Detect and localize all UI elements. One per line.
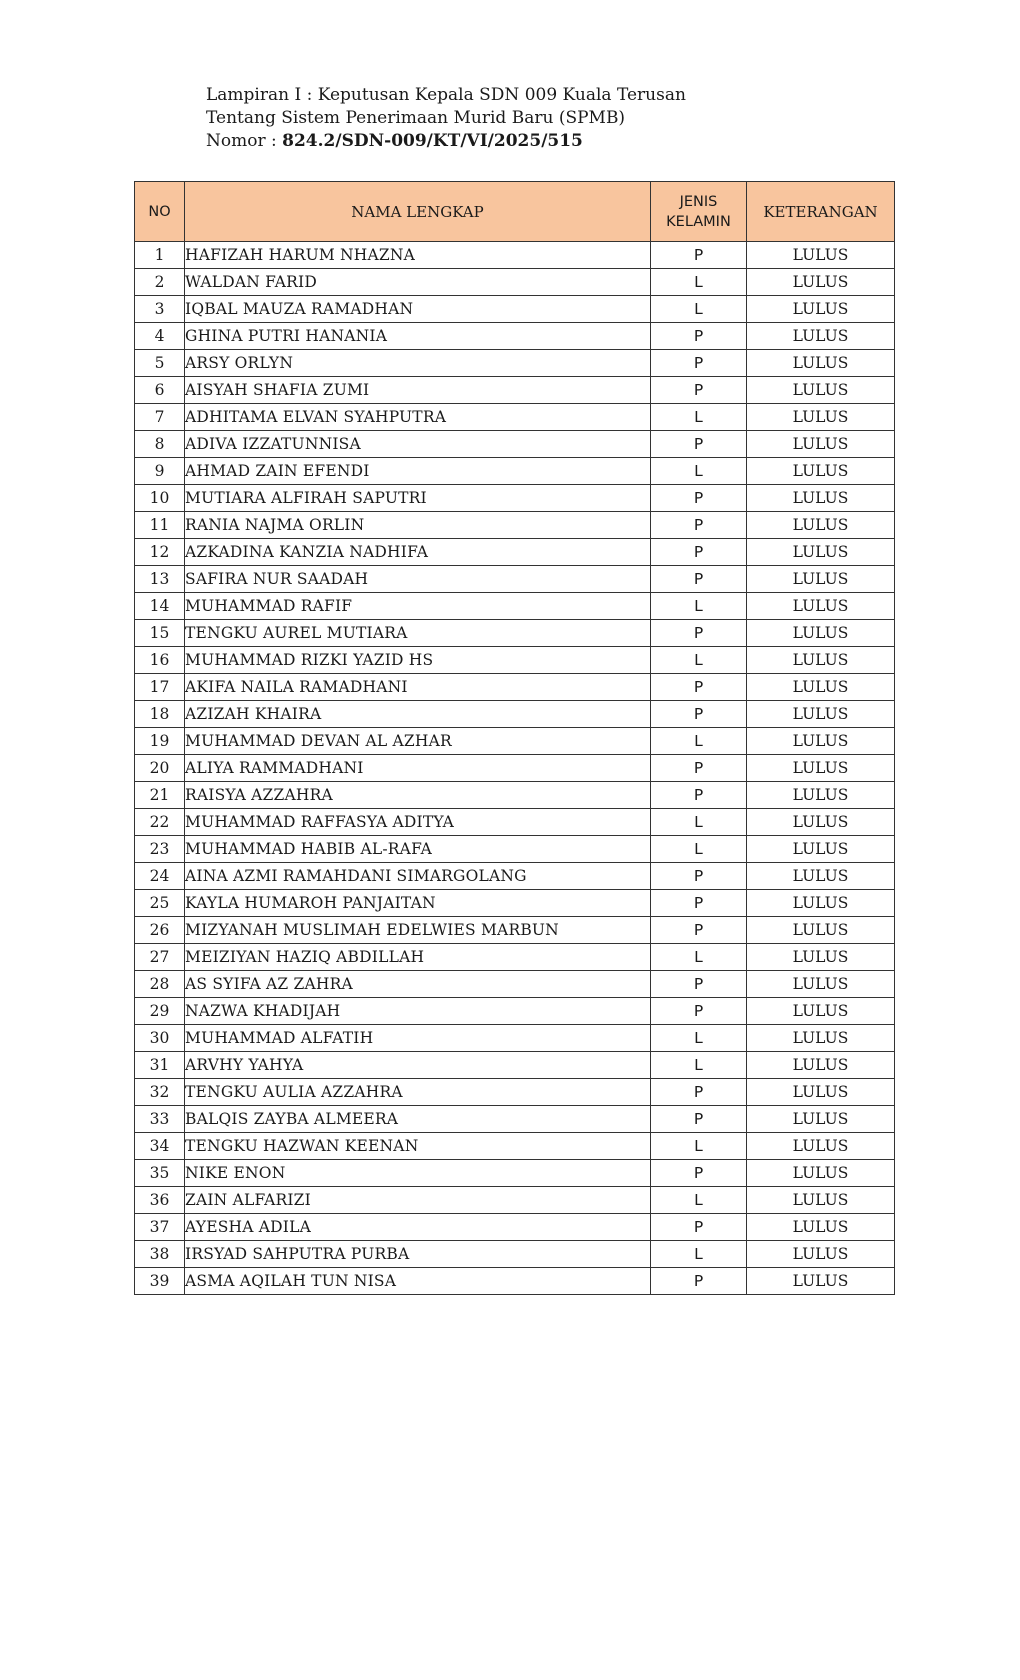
row-number: 33 xyxy=(135,1106,185,1133)
student-name: ALIYA RAMMADHANI xyxy=(185,755,651,782)
gender-code: L xyxy=(651,269,747,296)
status-keterangan: LULUS xyxy=(747,1214,895,1241)
student-name: MIZYANAH MUSLIMAH EDELWIES MARBUN xyxy=(185,917,651,944)
student-name: WALDAN FARID xyxy=(185,269,651,296)
row-number: 7 xyxy=(135,404,185,431)
status-keterangan: LULUS xyxy=(747,539,895,566)
status-keterangan: LULUS xyxy=(747,917,895,944)
status-keterangan: LULUS xyxy=(747,1160,895,1187)
status-keterangan: LULUS xyxy=(747,1079,895,1106)
column-header-jenis-kelamin xyxy=(651,182,747,242)
gender-code: P xyxy=(651,863,747,890)
student-name: TENGKU AUREL MUTIARA xyxy=(185,620,651,647)
student-name: AYESHA ADILA xyxy=(185,1214,651,1241)
student-name: MUHAMMAD RAFIF xyxy=(185,593,651,620)
gender-code: L xyxy=(651,404,747,431)
row-number: 2 xyxy=(135,269,185,296)
table-row xyxy=(135,782,895,809)
row-number: 24 xyxy=(135,863,185,890)
table-row xyxy=(135,1160,895,1187)
status-keterangan: LULUS xyxy=(747,890,895,917)
table-row xyxy=(135,404,895,431)
gender-code: L xyxy=(651,296,747,323)
table-row xyxy=(135,1079,895,1106)
gender-code: P xyxy=(651,377,747,404)
table-row xyxy=(135,890,895,917)
gender-code: P xyxy=(651,431,747,458)
row-number: 26 xyxy=(135,917,185,944)
student-name: SAFIRA NUR SAADAH xyxy=(185,566,651,593)
student-name: GHINA PUTRI HANANIA xyxy=(185,323,651,350)
status-keterangan: LULUS xyxy=(747,836,895,863)
status-keterangan: LULUS xyxy=(747,242,895,269)
status-keterangan: LULUS xyxy=(747,701,895,728)
gender-code: L xyxy=(651,944,747,971)
gender-code: L xyxy=(651,1241,747,1268)
gender-code: P xyxy=(651,1079,747,1106)
student-name: ADIVA IZZATUNNISA xyxy=(185,431,651,458)
table-row xyxy=(135,512,895,539)
status-keterangan: LULUS xyxy=(747,1187,895,1214)
header-line-tentang: Tentang Sistem Penerimaan Murid Baru (SPMB) xyxy=(206,108,626,128)
row-number: 36 xyxy=(135,1187,185,1214)
row-number: 12 xyxy=(135,539,185,566)
status-keterangan: LULUS xyxy=(747,1241,895,1268)
student-name: RAISYA AZZAHRA xyxy=(185,782,651,809)
table-row xyxy=(135,944,895,971)
student-name: AS SYIFA AZ ZAHRA xyxy=(185,971,651,998)
student-name: IRSYAD SAHPUTRA PURBA xyxy=(185,1241,651,1268)
student-name: MUHAMMAD RAFFASYA ADITYA xyxy=(185,809,651,836)
gender-code: P xyxy=(651,755,747,782)
status-keterangan: LULUS xyxy=(747,1133,895,1160)
table-row xyxy=(135,350,895,377)
gender-code: L xyxy=(651,1052,747,1079)
table-row xyxy=(135,1214,895,1241)
row-number: 15 xyxy=(135,620,185,647)
table-body xyxy=(135,242,895,1295)
table-row xyxy=(135,1106,895,1133)
row-number: 4 xyxy=(135,323,185,350)
student-name: AHMAD ZAIN EFENDI xyxy=(185,458,651,485)
gender-code: P xyxy=(651,701,747,728)
gender-code: P xyxy=(651,971,747,998)
gender-code: L xyxy=(651,728,747,755)
gender-code: P xyxy=(651,620,747,647)
column-header-nama-lengkap: NAMA LENGKAP xyxy=(185,182,651,242)
gender-code: P xyxy=(651,539,747,566)
student-name: AZIZAH KHAIRA xyxy=(185,701,651,728)
status-keterangan: LULUS xyxy=(747,809,895,836)
gender-code: P xyxy=(651,782,747,809)
gender-code: P xyxy=(651,674,747,701)
row-number: 6 xyxy=(135,377,185,404)
gender-code: L xyxy=(651,647,747,674)
table-row xyxy=(135,620,895,647)
status-keterangan: LULUS xyxy=(747,1268,895,1295)
gender-code: P xyxy=(651,485,747,512)
row-number: 11 xyxy=(135,512,185,539)
table-row xyxy=(135,674,895,701)
student-name: MUHAMMAD ALFATIH xyxy=(185,1025,651,1052)
gender-code: P xyxy=(651,890,747,917)
student-name: MUTIARA ALFIRAH SAPUTRI xyxy=(185,485,651,512)
table-row xyxy=(135,1187,895,1214)
status-keterangan: LULUS xyxy=(747,485,895,512)
column-header-keterangan: KETERANGAN xyxy=(747,182,895,242)
status-keterangan: LULUS xyxy=(747,863,895,890)
table-row xyxy=(135,1268,895,1295)
student-name: KAYLA HUMAROH PANJAITAN xyxy=(185,890,651,917)
row-number: 23 xyxy=(135,836,185,863)
status-keterangan: LULUS xyxy=(747,1025,895,1052)
table-row xyxy=(135,1025,895,1052)
row-number: 21 xyxy=(135,782,185,809)
student-name: ADHITAMA ELVAN SYAHPUTRA xyxy=(185,404,651,431)
student-name: NAZWA KHADIJAH xyxy=(185,998,651,1025)
student-name: ASMA AQILAH TUN NISA xyxy=(185,1268,651,1295)
row-number: 37 xyxy=(135,1214,185,1241)
status-keterangan: LULUS xyxy=(747,944,895,971)
row-number: 5 xyxy=(135,350,185,377)
table-row xyxy=(135,269,895,296)
student-name: MUHAMMAD DEVAN AL AZHAR xyxy=(185,728,651,755)
row-number: 13 xyxy=(135,566,185,593)
student-name: ARVHY YAHYA xyxy=(185,1052,651,1079)
status-keterangan: LULUS xyxy=(747,269,895,296)
gender-code: L xyxy=(651,593,747,620)
row-number: 10 xyxy=(135,485,185,512)
row-number: 1 xyxy=(135,242,185,269)
gender-code: P xyxy=(651,566,747,593)
row-number: 25 xyxy=(135,890,185,917)
status-keterangan: LULUS xyxy=(747,620,895,647)
student-name: NIKE ENON xyxy=(185,1160,651,1187)
gender-code: P xyxy=(651,1214,747,1241)
row-number: 14 xyxy=(135,593,185,620)
table-row xyxy=(135,809,895,836)
table-row xyxy=(135,998,895,1025)
nomor-label: Nomor : xyxy=(206,131,283,151)
table-row xyxy=(135,863,895,890)
table-row xyxy=(135,485,895,512)
student-name: HAFIZAH HARUM NHAZNA xyxy=(185,242,651,269)
student-name: BALQIS ZAYBA ALMEERA xyxy=(185,1106,651,1133)
gender-code: L xyxy=(651,836,747,863)
table-row xyxy=(135,1241,895,1268)
status-keterangan: LULUS xyxy=(747,647,895,674)
student-name: AKIFA NAILA RAMADHANI xyxy=(185,674,651,701)
status-keterangan: LULUS xyxy=(747,431,895,458)
gender-code: P xyxy=(651,242,747,269)
table-row xyxy=(135,836,895,863)
row-number: 18 xyxy=(135,701,185,728)
nomor-value: 824.2/SDN-009/KT/VI/2025/515 xyxy=(282,131,583,151)
status-keterangan: LULUS xyxy=(747,728,895,755)
row-number: 19 xyxy=(135,728,185,755)
status-keterangan: LULUS xyxy=(747,377,895,404)
gender-code: P xyxy=(651,350,747,377)
table-row xyxy=(135,539,895,566)
table-row xyxy=(135,1052,895,1079)
status-keterangan: LULUS xyxy=(747,350,895,377)
row-number: 35 xyxy=(135,1160,185,1187)
column-header-no: NO xyxy=(135,182,185,242)
row-number: 8 xyxy=(135,431,185,458)
status-keterangan: LULUS xyxy=(747,782,895,809)
row-number: 17 xyxy=(135,674,185,701)
table-row xyxy=(135,377,895,404)
table-row xyxy=(135,728,895,755)
gender-code: L xyxy=(651,1187,747,1214)
status-keterangan: LULUS xyxy=(747,323,895,350)
status-keterangan: LULUS xyxy=(747,998,895,1025)
table-row xyxy=(135,323,895,350)
status-keterangan: LULUS xyxy=(747,404,895,431)
student-name: RANIA NAJMA ORLIN xyxy=(185,512,651,539)
header-line-nomor xyxy=(206,130,686,153)
row-number: 30 xyxy=(135,1025,185,1052)
student-name: AISYAH SHAFIA ZUMI xyxy=(185,377,651,404)
gender-code: P xyxy=(651,1268,747,1295)
status-keterangan: LULUS xyxy=(747,566,895,593)
table-row xyxy=(135,458,895,485)
student-name: MEIZIYAN HAZIQ ABDILLAH xyxy=(185,944,651,971)
row-number: 27 xyxy=(135,944,185,971)
row-number: 3 xyxy=(135,296,185,323)
gender-code: L xyxy=(651,458,747,485)
table-row xyxy=(135,593,895,620)
student-name: TENGKU HAZWAN KEENAN xyxy=(185,1133,651,1160)
table-row xyxy=(135,647,895,674)
row-number: 16 xyxy=(135,647,185,674)
table-row xyxy=(135,971,895,998)
row-number: 31 xyxy=(135,1052,185,1079)
document-header xyxy=(206,84,686,153)
status-keterangan: LULUS xyxy=(747,674,895,701)
table-row xyxy=(135,566,895,593)
row-number: 22 xyxy=(135,809,185,836)
status-keterangan: LULUS xyxy=(747,971,895,998)
row-number: 39 xyxy=(135,1268,185,1295)
table-header xyxy=(135,182,895,242)
gender-code: P xyxy=(651,323,747,350)
row-number: 29 xyxy=(135,998,185,1025)
student-name: MUHAMMAD HABIB AL-RAFA xyxy=(185,836,651,863)
row-number: 38 xyxy=(135,1241,185,1268)
row-number: 20 xyxy=(135,755,185,782)
student-name: ZAIN ALFARIZI xyxy=(185,1187,651,1214)
table-row xyxy=(135,701,895,728)
table-row xyxy=(135,1133,895,1160)
gender-code: P xyxy=(651,1106,747,1133)
gender-code: P xyxy=(651,998,747,1025)
status-keterangan: LULUS xyxy=(747,755,895,782)
status-keterangan: LULUS xyxy=(747,512,895,539)
student-name: MUHAMMAD RIZKI YAZID HS xyxy=(185,647,651,674)
status-keterangan: LULUS xyxy=(747,593,895,620)
gender-code: L xyxy=(651,809,747,836)
status-keterangan: LULUS xyxy=(747,1106,895,1133)
student-name: AINA AZMI RAMAHDANI SIMARGOLANG xyxy=(185,863,651,890)
gender-code: P xyxy=(651,512,747,539)
student-name: AZKADINA KANZIA NADHIFA xyxy=(185,539,651,566)
table-row xyxy=(135,755,895,782)
student-name: TENGKU AULIA AZZAHRA xyxy=(185,1079,651,1106)
jenis-label-line2: KELAMIN xyxy=(666,213,731,230)
table-row xyxy=(135,431,895,458)
row-number: 32 xyxy=(135,1079,185,1106)
table-header-row xyxy=(135,182,895,242)
row-number: 34 xyxy=(135,1133,185,1160)
row-number: 9 xyxy=(135,458,185,485)
status-keterangan: LULUS xyxy=(747,1052,895,1079)
gender-code: P xyxy=(651,917,747,944)
student-name: IQBAL MAUZA RAMADHAN xyxy=(185,296,651,323)
row-number: 28 xyxy=(135,971,185,998)
table-row xyxy=(135,917,895,944)
gender-code: L xyxy=(651,1025,747,1052)
table-row xyxy=(135,242,895,269)
jenis-label-line1: JENIS xyxy=(679,193,718,210)
table-row xyxy=(135,296,895,323)
header-line-lampiran: Lampiran I : Keputusan Kepala SDN 009 Kuala Terusan xyxy=(206,85,686,105)
gender-code: L xyxy=(651,1133,747,1160)
student-roster-table xyxy=(134,181,895,1295)
student-name: ARSY ORLYN xyxy=(185,350,651,377)
gender-code: P xyxy=(651,1160,747,1187)
status-keterangan: LULUS xyxy=(747,296,895,323)
status-keterangan: LULUS xyxy=(747,458,895,485)
